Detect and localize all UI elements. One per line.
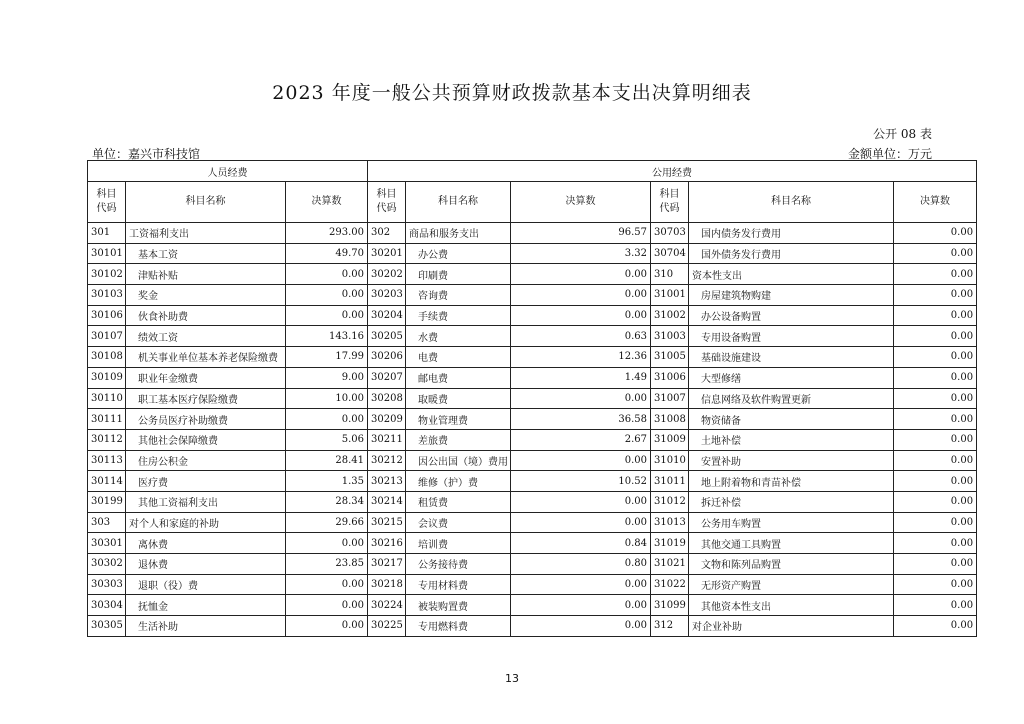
cell-code: 30209 (368, 409, 406, 430)
cell-name: 租赁费 (406, 491, 511, 512)
cell-code: 31001 (651, 285, 689, 306)
cell-amount: 2.67 (511, 429, 651, 450)
cell-code: 30199 (88, 491, 126, 512)
table-row (88, 388, 977, 409)
cell-amount: 0.00 (894, 409, 977, 430)
col-header-amount: 决算数 (894, 182, 977, 223)
cell-code: 30112 (88, 429, 126, 450)
cell-name: 基本工资 (126, 243, 286, 264)
table-row (88, 367, 977, 388)
cell-code: 30213 (368, 471, 406, 492)
cell-name: 文物和陈列品购置 (689, 554, 894, 575)
cell-name: 资本性支出 (689, 264, 894, 285)
cell-amount: 1.49 (511, 367, 651, 388)
cell-amount: 0.00 (511, 616, 651, 637)
cell-code: 30205 (368, 326, 406, 347)
cell-amount: 0.00 (894, 243, 977, 264)
cell-amount: 293.00 (286, 223, 368, 244)
cell-name: 邮电费 (406, 367, 511, 388)
cell-name: 专用材料费 (406, 574, 511, 595)
cell-amount: 1.35 (286, 471, 368, 492)
cell-code: 30211 (368, 429, 406, 450)
cell-amount: 0.00 (511, 491, 651, 512)
cell-code: 30301 (88, 533, 126, 554)
cell-code: 30303 (88, 574, 126, 595)
cell-name: 被装购置费 (406, 595, 511, 616)
cell-code: 310 (651, 264, 689, 285)
cell-amount: 0.00 (894, 285, 977, 306)
cell-name: 安置补助 (689, 450, 894, 471)
cell-name: 职业年金缴费 (126, 367, 286, 388)
table-row (88, 429, 977, 450)
cell-name: 房屋建筑物购建 (689, 285, 894, 306)
cell-amount: 0.00 (894, 223, 977, 244)
cell-amount: 0.00 (894, 512, 977, 533)
cell-code: 30224 (368, 595, 406, 616)
cell-code: 312 (651, 616, 689, 637)
column-header-row (88, 182, 977, 223)
cell-amount: 0.00 (894, 347, 977, 368)
cell-amount: 0.00 (511, 388, 651, 409)
cell-code: 302 (368, 223, 406, 244)
cell-name: 其他社会保障缴费 (126, 429, 286, 450)
cell-name: 伙食补助费 (126, 305, 286, 326)
cell-name: 离休费 (126, 533, 286, 554)
cell-code: 31099 (651, 595, 689, 616)
cell-code: 30703 (651, 223, 689, 244)
col-code-label: 科目 代码 (96, 189, 117, 214)
cell-code: 30215 (368, 512, 406, 533)
cell-name: 住房公积金 (126, 450, 286, 471)
col-header-amount: 决算数 (286, 182, 368, 223)
cell-code: 30206 (368, 347, 406, 368)
cell-code: 31021 (651, 554, 689, 575)
cell-code: 30110 (88, 388, 126, 409)
cell-code: 30114 (88, 471, 126, 492)
cell-amount: 0.00 (511, 264, 651, 285)
cell-name: 机关事业单位基本养老保险缴费 (126, 347, 286, 368)
currency-unit-label: 金额单位：万元 (847, 147, 932, 161)
table-row (88, 616, 977, 637)
cell-code: 30225 (368, 616, 406, 637)
cell-amount: 0.00 (894, 574, 977, 595)
cell-amount: 0.00 (894, 450, 977, 471)
cell-code: 30212 (368, 450, 406, 471)
cell-name: 无形资产购置 (689, 574, 894, 595)
cell-name: 办公设备购置 (689, 305, 894, 326)
cell-code: 30305 (88, 616, 126, 637)
cell-amount: 0.00 (511, 512, 651, 533)
cell-name: 其他交通工具购置 (689, 533, 894, 554)
cell-name: 工资福利支出 (126, 223, 286, 244)
table-row (88, 223, 977, 244)
cell-code: 30101 (88, 243, 126, 264)
cell-amount: 0.00 (894, 533, 977, 554)
cell-code: 31008 (651, 409, 689, 430)
cell-code: 31022 (651, 574, 689, 595)
cell-name: 培训费 (406, 533, 511, 554)
expenditure-table (87, 160, 977, 637)
col-header-name: 科目名称 (406, 182, 511, 223)
cell-amount: 0.00 (286, 533, 368, 554)
cell-amount: 10.00 (286, 388, 368, 409)
col-header-name: 科目名称 (689, 182, 894, 223)
cell-name: 基础设施建设 (689, 347, 894, 368)
cell-amount: 0.00 (286, 264, 368, 285)
cell-amount: 36.58 (511, 409, 651, 430)
cell-amount: 0.00 (286, 409, 368, 430)
cell-amount: 0.00 (894, 429, 977, 450)
cell-name: 专用燃料费 (406, 616, 511, 637)
cell-amount: 0.00 (894, 305, 977, 326)
cell-name: 办公费 (406, 243, 511, 264)
cell-amount: 10.52 (511, 471, 651, 492)
cell-code: 30108 (88, 347, 126, 368)
section-public: 公用经费 (368, 161, 977, 182)
cell-amount: 5.06 (286, 429, 368, 450)
cell-amount: 0.00 (511, 450, 651, 471)
page-title: 2023 年度一般公共预算财政拨款基本支出决算明细表 (272, 82, 752, 104)
cell-code: 31012 (651, 491, 689, 512)
cell-amount: 0.63 (511, 326, 651, 347)
cell-amount: 28.41 (286, 450, 368, 471)
cell-name: 手续费 (406, 305, 511, 326)
cell-amount: 0.00 (286, 595, 368, 616)
cell-name: 维修（护）费 (406, 471, 511, 492)
col-header-code (88, 182, 126, 223)
cell-name: 差旅费 (406, 429, 511, 450)
cell-name: 对个人和家庭的补助 (126, 512, 286, 533)
table-row (88, 264, 977, 285)
cell-name: 国内债务发行费用 (689, 223, 894, 244)
unit-label: 单位：嘉兴市科技馆 (92, 147, 201, 161)
col-header-amount: 决算数 (511, 182, 651, 223)
form-number: 公开 08 表 (873, 127, 932, 141)
table-row (88, 491, 977, 512)
cell-name: 其他工资福利支出 (126, 491, 286, 512)
cell-code: 30202 (368, 264, 406, 285)
cell-code: 30208 (368, 388, 406, 409)
cell-name: 商品和服务支出 (406, 223, 511, 244)
cell-name: 公务员医疗补助缴费 (126, 409, 286, 430)
cell-code: 31005 (651, 347, 689, 368)
cell-name: 咨询费 (406, 285, 511, 306)
cell-amount: 3.32 (511, 243, 651, 264)
page-number: 13 (505, 672, 519, 685)
cell-code: 30106 (88, 305, 126, 326)
cell-code: 31013 (651, 512, 689, 533)
cell-code: 31011 (651, 471, 689, 492)
cell-name: 土地补偿 (689, 429, 894, 450)
cell-amount: 0.00 (894, 595, 977, 616)
cell-name: 退休费 (126, 554, 286, 575)
cell-amount: 0.00 (894, 326, 977, 347)
cell-code: 30216 (368, 533, 406, 554)
cell-code: 30304 (88, 595, 126, 616)
cell-code: 30704 (651, 243, 689, 264)
cell-amount: 0.00 (894, 388, 977, 409)
cell-code: 31007 (651, 388, 689, 409)
table-row (88, 554, 977, 575)
cell-name: 电费 (406, 347, 511, 368)
cell-name: 信息网络及软件购置更新 (689, 388, 894, 409)
cell-name: 因公出国（境）费用 (406, 450, 511, 471)
table-row (88, 533, 977, 554)
cell-name: 水费 (406, 326, 511, 347)
cell-name: 津贴补贴 (126, 264, 286, 285)
cell-code: 31019 (651, 533, 689, 554)
cell-code: 30113 (88, 450, 126, 471)
table-row (88, 450, 977, 471)
cell-amount: 17.99 (286, 347, 368, 368)
cell-name: 对企业补助 (689, 616, 894, 637)
table-row (88, 243, 977, 264)
cell-amount: 28.34 (286, 491, 368, 512)
cell-amount: 0.00 (286, 305, 368, 326)
cell-code: 30203 (368, 285, 406, 306)
cell-amount: 0.00 (894, 491, 977, 512)
cell-amount: 0.00 (286, 574, 368, 595)
cell-amount: 0.00 (894, 264, 977, 285)
cell-amount: 0.00 (894, 471, 977, 492)
cell-name: 物资储备 (689, 409, 894, 430)
cell-code: 30214 (368, 491, 406, 512)
cell-code: 31009 (651, 429, 689, 450)
cell-name: 印刷费 (406, 264, 511, 285)
cell-code: 30207 (368, 367, 406, 388)
cell-name: 公务用车购置 (689, 512, 894, 533)
cell-name: 专用设备购置 (689, 326, 894, 347)
cell-name: 拆迁补偿 (689, 491, 894, 512)
cell-name: 绩效工资 (126, 326, 286, 347)
col-header-code (368, 182, 406, 223)
cell-amount: 9.00 (286, 367, 368, 388)
cell-amount: 0.00 (894, 367, 977, 388)
section-header-row (88, 161, 977, 182)
cell-name: 物业管理费 (406, 409, 511, 430)
cell-name: 抚恤金 (126, 595, 286, 616)
cell-name: 取暖费 (406, 388, 511, 409)
cell-amount: 0.00 (511, 595, 651, 616)
table-row (88, 326, 977, 347)
cell-amount: 0.00 (286, 616, 368, 637)
cell-amount: 96.57 (511, 223, 651, 244)
table-row (88, 409, 977, 430)
cell-code: 30109 (88, 367, 126, 388)
cell-name: 奖金 (126, 285, 286, 306)
table-row (88, 595, 977, 616)
cell-amount: 0.00 (286, 285, 368, 306)
cell-name: 公务接待费 (406, 554, 511, 575)
cell-code: 30218 (368, 574, 406, 595)
cell-amount: 0.00 (511, 305, 651, 326)
col-header-name: 科目名称 (126, 182, 286, 223)
table-row (88, 512, 977, 533)
cell-amount: 0.00 (894, 554, 977, 575)
cell-amount: 29.66 (286, 512, 368, 533)
cell-code: 31003 (651, 326, 689, 347)
cell-name: 其他资本性支出 (689, 595, 894, 616)
cell-code: 30217 (368, 554, 406, 575)
cell-amount: 0.84 (511, 533, 651, 554)
cell-name: 大型修缮 (689, 367, 894, 388)
col-header-code (651, 182, 689, 223)
cell-amount: 0.00 (894, 616, 977, 637)
col-code-label: 科目 代码 (376, 189, 397, 214)
table-row (88, 574, 977, 595)
cell-code: 30204 (368, 305, 406, 326)
cell-code: 31010 (651, 450, 689, 471)
cell-name: 职工基本医疗保险缴费 (126, 388, 286, 409)
cell-name: 退职（役）费 (126, 574, 286, 595)
cell-code: 30111 (88, 409, 126, 430)
table-row (88, 285, 977, 306)
cell-name: 生活补助 (126, 616, 286, 637)
cell-code: 30103 (88, 285, 126, 306)
cell-code: 31002 (651, 305, 689, 326)
cell-code: 30302 (88, 554, 126, 575)
cell-amount: 143.16 (286, 326, 368, 347)
cell-code: 30102 (88, 264, 126, 285)
cell-amount: 0.80 (511, 554, 651, 575)
cell-code: 301 (88, 223, 126, 244)
cell-amount: 0.00 (511, 574, 651, 595)
cell-amount: 12.36 (511, 347, 651, 368)
cell-name: 会议费 (406, 512, 511, 533)
col-code-label: 科目 代码 (659, 189, 680, 214)
table-row (88, 471, 977, 492)
cell-code: 30107 (88, 326, 126, 347)
cell-name: 地上附着物和青苗补偿 (689, 471, 894, 492)
cell-amount: 23.85 (286, 554, 368, 575)
table-row (88, 347, 977, 368)
cell-name: 国外债务发行费用 (689, 243, 894, 264)
cell-code: 31006 (651, 367, 689, 388)
cell-name: 医疗费 (126, 471, 286, 492)
cell-amount: 49.70 (286, 243, 368, 264)
cell-amount: 0.00 (511, 285, 651, 306)
table-row (88, 305, 977, 326)
cell-code: 303 (88, 512, 126, 533)
section-personnel: 人员经费 (88, 161, 368, 182)
cell-code: 30201 (368, 243, 406, 264)
